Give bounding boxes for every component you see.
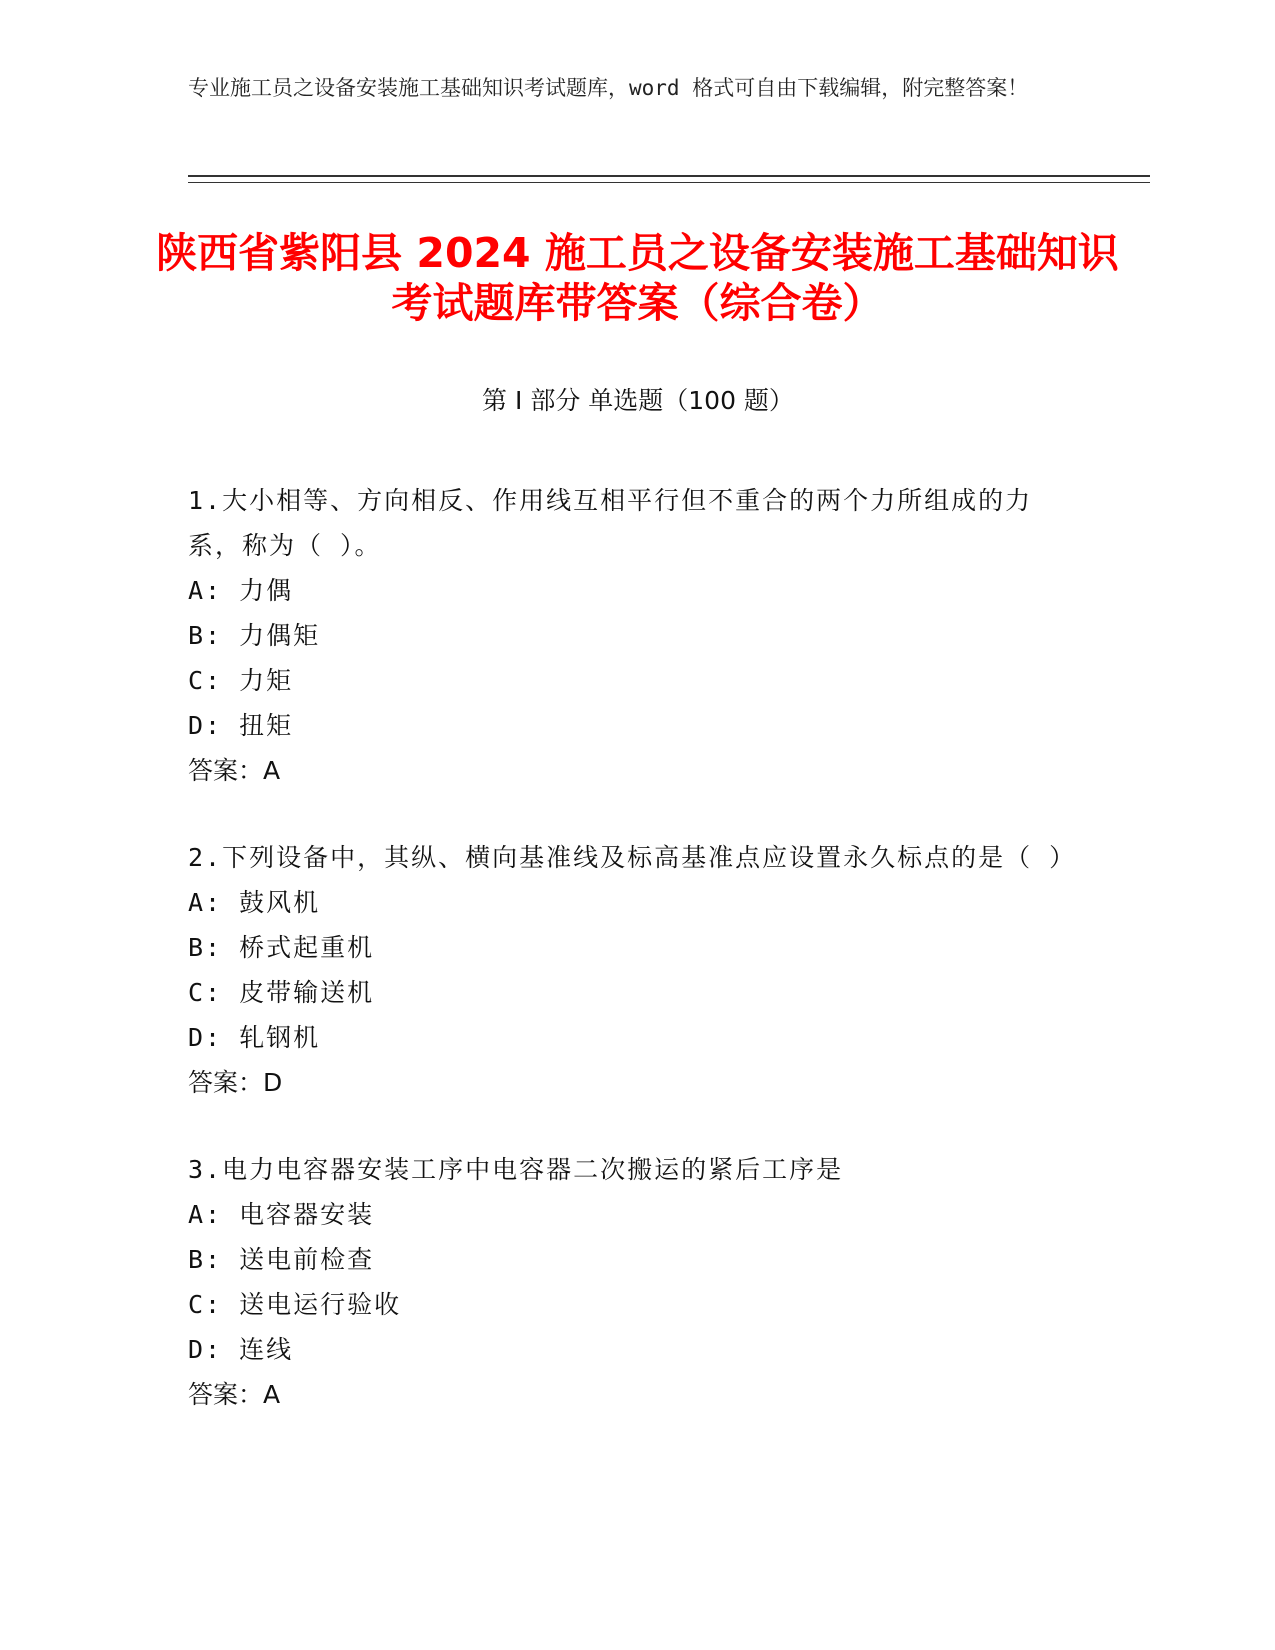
question-1 <box>188 478 1068 793</box>
question-stem: 3.电力电容器安装工序中电容器二次搬运的紧后工序是 <box>188 1155 844 1184</box>
question-stem: 1.大小相等、方向相反、作用线互相平行但不重合的两个力所组成的力系，称为（ ）。 <box>188 486 1033 560</box>
option-c: C: 皮带输送机 <box>188 978 375 1007</box>
document-title: 陕西省紫阳县 2024 施工员之设备安装施工基础知识考试题库带答案（综合卷） <box>156 229 1119 327</box>
option-b: B: 力偶矩 <box>188 621 321 650</box>
option-d: D: 连线 <box>188 1335 294 1364</box>
option-b: B: 送电前检查 <box>188 1245 375 1274</box>
header-rule-thick <box>188 175 1150 177</box>
header-note: 专业施工员之设备安装施工基础知识考试题库，word 格式可自由下载编辑，附完整答案！ <box>188 76 1029 100</box>
answer: 答案：A <box>188 1380 281 1409</box>
question-3 <box>188 1147 1068 1417</box>
option-c: C: 送电运行验收 <box>188 1290 402 1319</box>
question-2 <box>188 835 1077 1105</box>
option-d: D: 扭矩 <box>188 711 294 740</box>
section-heading: 第 I 部分 单选题（100 题） <box>482 386 794 415</box>
option-a: A: 鼓风机 <box>188 888 321 917</box>
question-list <box>188 478 1077 1459</box>
header-rule-thin <box>188 182 1150 183</box>
option-a: A: 电容器安装 <box>188 1200 375 1229</box>
option-b: B: 桥式起重机 <box>188 933 375 962</box>
option-d: D: 轧钢机 <box>188 1023 321 1052</box>
answer: 答案：A <box>188 756 281 785</box>
answer: 答案：D <box>188 1068 283 1097</box>
question-stem: 2.下列设备中，其纵、横向基准线及标高基准点应设置永久标点的是（ ） <box>188 843 1077 872</box>
option-a: A: 力偶 <box>188 576 294 605</box>
option-c: C: 力矩 <box>188 666 294 695</box>
